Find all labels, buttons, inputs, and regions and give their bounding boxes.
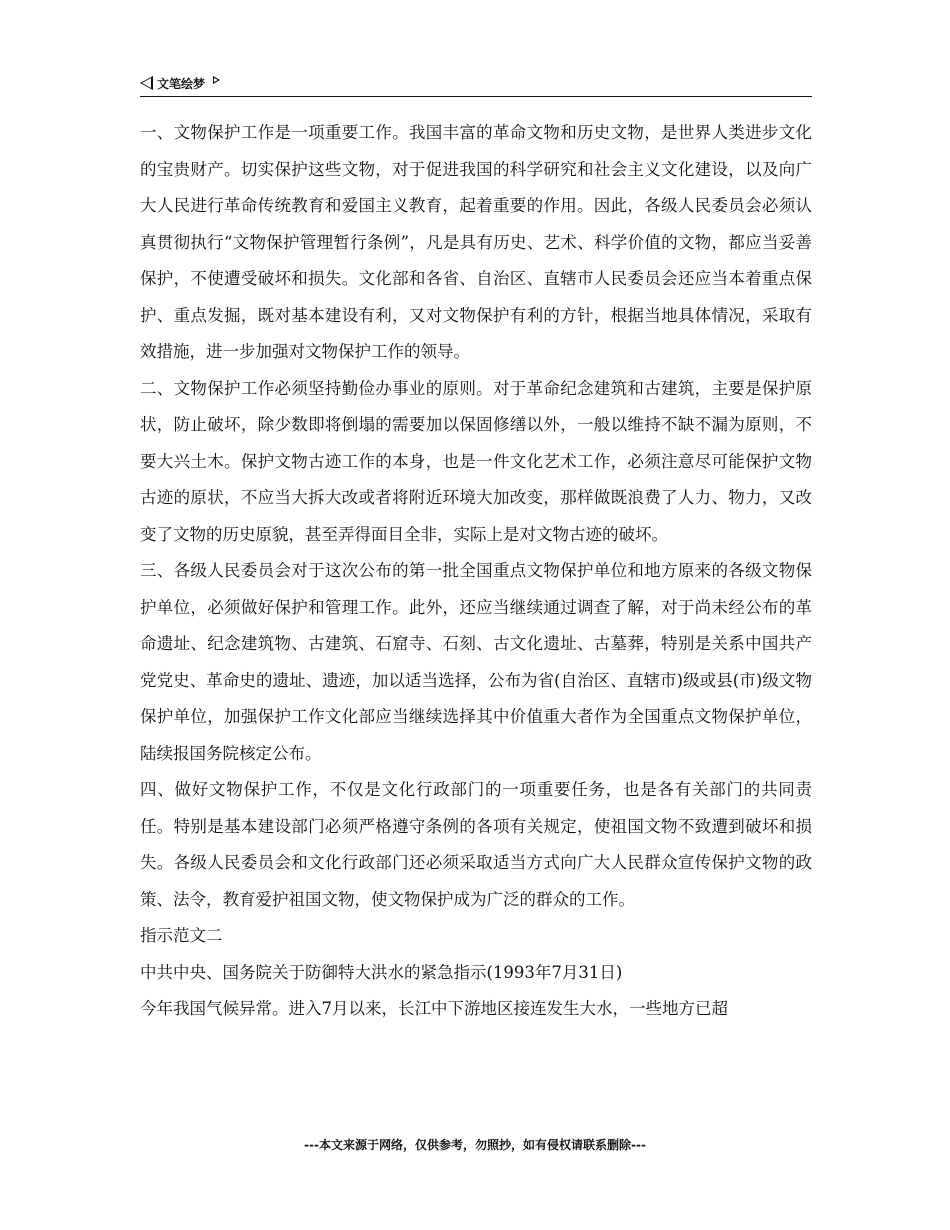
document-title: 中共中央、国务院关于防御特大洪水的紧急指示(1993年7月31日) bbox=[140, 962, 623, 982]
header-divider bbox=[140, 96, 812, 97]
brand-name: 文笔绘梦 bbox=[157, 76, 206, 91]
paragraph-2: 二、文物保护工作必须坚持勤俭办事业的原则。对于革命纪念建筑和古建筑，主要是保护原状，防止破坏，除少数即将倒塌的需要加以保固修缮以外，一般以维持不缺不漏为原则，不要大兴土木。保护文物古迹工作的本身，也是一件文化艺术工作，必须注意尽可能保护文物古迹的原状，不应当大拆大改或者将附近环境大加改变，那样做既浪费了人力、物力，又改变了文物的历史原貌，甚至弄得面目全非，实际上是对文物古迹的破坏。 bbox=[140, 378, 812, 544]
page-header bbox=[140, 72, 812, 94]
triangle-left-outline-icon bbox=[140, 76, 153, 90]
footer-disclaimer: ---本文来源于网络，仅供参考，勿照抄，如有侵权请联系删除--- bbox=[304, 1138, 646, 1152]
paragraph-1: 一、文物保护工作是一项重要工作。我国丰富的革命文物和历史文物，是世界人类进步文化的宝贵财产。切实保护这些文物，对于促进我国的科学研究和社会主义文化建设，以及向广大人民进行革命传统教育和爱国主义教育，起着重要的作用。因此，各级人民委员会必须认真贯彻执行“文物保护管理暂行条例”，凡是具有历史、艺术、科学价值的文物，都应当妥善保护，不使遭受破坏和损失。文化部和各省、自治区、直辖市人民委员会还应当本着重点保护、重点发掘，既对基本建设有利，又对文物保护有利的方针，根据当地具体情况，采取有效措施，进一步加强对文物保护工作的领导。 bbox=[140, 123, 812, 361]
paragraph-3: 三、各级人民委员会对于这次公布的第一批全国重点文物保护单位和地方原来的各级文物保护单位，必须做好保护和管理工作。此外，还应当继续通过调查了解，对于尚未经公布的革命遗址、纪念建筑物、古建筑、石窟寺、石刻、古文化遗址、古墓葬，特别是关系中国共产党党史、革命史的遗址、遗迹，加以适当选择，公布为省(自治区、直辖市)级或县(市)级文物保护单位，加强保护工作文化部应当继续选择其中价值重大者作为全国重点文物保护单位，陆续报国务院核定公布。 bbox=[140, 561, 812, 763]
document-body bbox=[140, 115, 812, 1028]
triangle-right-outline-icon bbox=[213, 76, 220, 84]
paragraph-5: 今年我国气候异常。进入7月以来，长江中下游地区接连发生大水，一些地方已超 bbox=[140, 999, 728, 1018]
paragraph-4: 四、做好文物保护工作，不仅是文化行政部门的一项重要任务，也是各有关部门的共同责任。特别是基本建设部门必须严格遵守条例的各项有关规定，使祖国文物不致遭到破坏和损失。各级人民委员会和文化行政部门还必须采取适当方式向广大人民群众宣传保护文物的政策、法令，教育爱护祖国文物，使文物保护成为广泛的群众的工作。 bbox=[140, 780, 812, 909]
section-heading: 指示范文二 bbox=[140, 926, 223, 945]
